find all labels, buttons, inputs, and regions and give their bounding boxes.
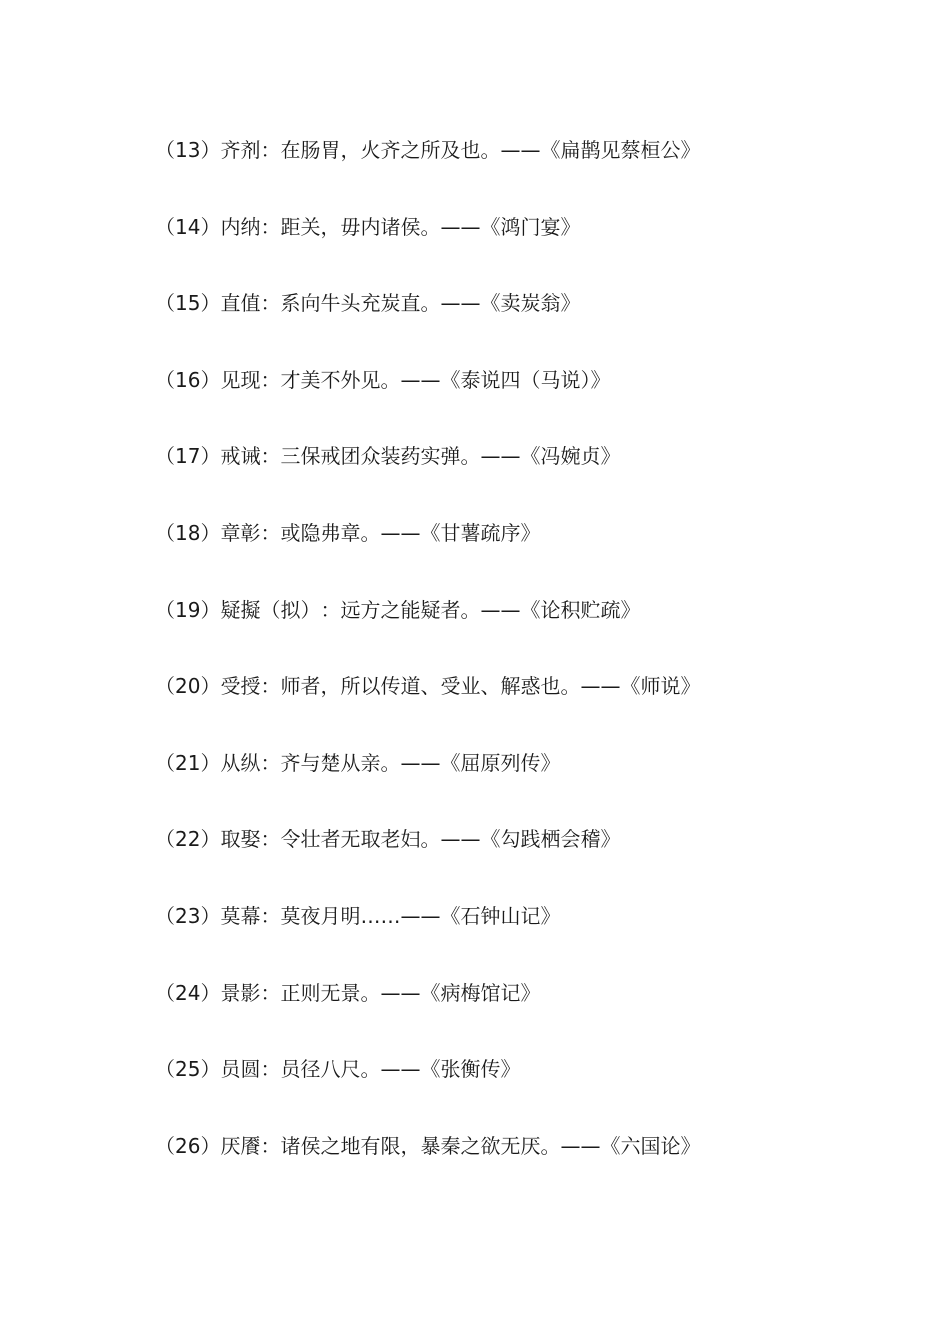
entry-sentence: 员径八尺。 xyxy=(280,1057,381,1082)
entry-separator: ： xyxy=(260,520,281,545)
entry-dash: —— xyxy=(480,597,521,622)
entry-dash: —— xyxy=(440,291,481,316)
entry-dash: —— xyxy=(380,980,421,1005)
entry-term: 取娶 xyxy=(220,827,261,852)
entry-sentence: 在肠胃，火齐之所及也。 xyxy=(280,138,501,162)
list-item xyxy=(155,975,855,1052)
list-item xyxy=(155,362,855,439)
entry-term: 直值 xyxy=(220,291,261,316)
entry-number: （25） xyxy=(155,1057,221,1082)
list-item xyxy=(155,1128,855,1205)
entry-sentence: 才美不外见。 xyxy=(280,367,401,392)
entry-term: 章彰 xyxy=(220,520,261,545)
entry-source: 《师说》 xyxy=(620,674,701,699)
entry-separator: ： xyxy=(260,367,281,392)
entry-number: （24） xyxy=(155,980,221,1005)
entry-number: （16） xyxy=(155,367,221,392)
entry-source: 《屈原列传》 xyxy=(440,750,561,775)
entry-number: （17） xyxy=(155,444,221,469)
entry-source: 《扁鹊见蔡桓公》 xyxy=(540,138,701,162)
entry-number: （22） xyxy=(155,827,221,852)
entry-separator: ： xyxy=(320,597,341,622)
entry-dash: —— xyxy=(400,903,441,928)
entry-source: 《六国论》 xyxy=(600,1133,701,1158)
entry-sentence: 莫夜月明…… xyxy=(280,903,401,928)
entry-dash: —— xyxy=(580,674,621,699)
entry-source: 《甘薯疏序》 xyxy=(420,520,541,545)
entry-term: 疑擬（拟） xyxy=(220,597,321,622)
entry-term: 戒诫 xyxy=(220,444,261,469)
entry-source: 《病梅馆记》 xyxy=(420,980,541,1005)
entry-separator: ： xyxy=(260,750,281,775)
entry-number: （13） xyxy=(155,138,221,162)
entry-term: 厌餍 xyxy=(220,1133,261,1158)
entry-sentence: 或隐弗章。 xyxy=(280,520,381,545)
entry-separator: ： xyxy=(260,214,281,239)
entry-dash: —— xyxy=(500,138,541,162)
entry-dash: —— xyxy=(440,827,481,852)
entry-sentence: 诸侯之地有限，暴秦之欲无厌。 xyxy=(280,1133,561,1158)
entry-number: （26） xyxy=(155,1133,221,1158)
entry-separator: ： xyxy=(260,444,281,469)
list-item xyxy=(155,515,855,592)
entry-sentence: 齐与楚从亲。 xyxy=(280,750,401,775)
entry-separator: ： xyxy=(260,903,281,928)
entry-sentence: 令壮者无取老妇。 xyxy=(280,827,441,852)
entry-number: （18） xyxy=(155,520,221,545)
entry-number: （23） xyxy=(155,903,221,928)
entry-source: 《卖炭翁》 xyxy=(480,291,581,316)
entry-separator: ： xyxy=(260,827,281,852)
entry-dash: —— xyxy=(440,214,481,239)
list-item xyxy=(155,209,855,286)
entry-sentence: 距关，毋内诸侯。 xyxy=(280,214,441,239)
entry-number: （21） xyxy=(155,750,221,775)
entry-sentence: 师者，所以传道、受业、解惑也。 xyxy=(280,674,581,699)
entry-source: 《勾践栖会稽》 xyxy=(480,827,621,852)
entry-term: 齐剂 xyxy=(220,138,261,162)
entry-separator: ： xyxy=(260,291,281,316)
entry-dash: —— xyxy=(400,750,441,775)
list-item xyxy=(155,745,855,822)
entry-separator: ： xyxy=(260,980,281,1005)
entry-dash: —— xyxy=(560,1133,601,1158)
entry-term: 见现 xyxy=(220,367,261,392)
list-item xyxy=(155,592,855,669)
entry-dash: —— xyxy=(380,520,421,545)
list-item xyxy=(155,132,855,209)
entry-list xyxy=(155,132,855,1204)
entry-source: 《鸿门宴》 xyxy=(480,214,581,239)
entry-number: （20） xyxy=(155,674,221,699)
list-item xyxy=(155,285,855,362)
entry-separator: ： xyxy=(260,1133,281,1158)
entry-dash: —— xyxy=(380,1057,421,1082)
entry-dash: —— xyxy=(400,367,441,392)
list-item xyxy=(155,821,855,898)
entry-sentence: 系向牛头充炭直。 xyxy=(280,291,441,316)
entry-term: 内纳 xyxy=(220,214,261,239)
entry-sentence: 正则无景。 xyxy=(280,980,381,1005)
entry-separator: ： xyxy=(260,1057,281,1082)
entry-number: （14） xyxy=(155,214,221,239)
list-item xyxy=(155,898,855,975)
list-item xyxy=(155,668,855,745)
entry-term: 从纵 xyxy=(220,750,261,775)
entry-term: 莫幕 xyxy=(220,903,261,928)
entry-source: 《冯婉贞》 xyxy=(520,444,621,469)
entry-dash: —— xyxy=(480,444,521,469)
list-item xyxy=(155,1051,855,1128)
list-item xyxy=(155,438,855,515)
entry-separator: ： xyxy=(260,138,281,162)
entry-source: 《石钟山记》 xyxy=(440,903,561,928)
entry-sentence: 远方之能疑者。 xyxy=(340,597,481,622)
entry-term: 员圆 xyxy=(220,1057,261,1082)
entry-term: 景影 xyxy=(220,980,261,1005)
entry-sentence: 三保戒团众装药实弹。 xyxy=(280,444,481,469)
entry-separator: ： xyxy=(260,674,281,699)
entry-number: （15） xyxy=(155,291,221,316)
entry-number: （19） xyxy=(155,597,221,622)
entry-term: 受授 xyxy=(220,674,261,699)
entry-source: 《张衡传》 xyxy=(420,1057,521,1082)
entry-source: 《论积贮疏》 xyxy=(520,597,641,622)
entry-source: 《泰说四（马说）》 xyxy=(440,367,611,392)
